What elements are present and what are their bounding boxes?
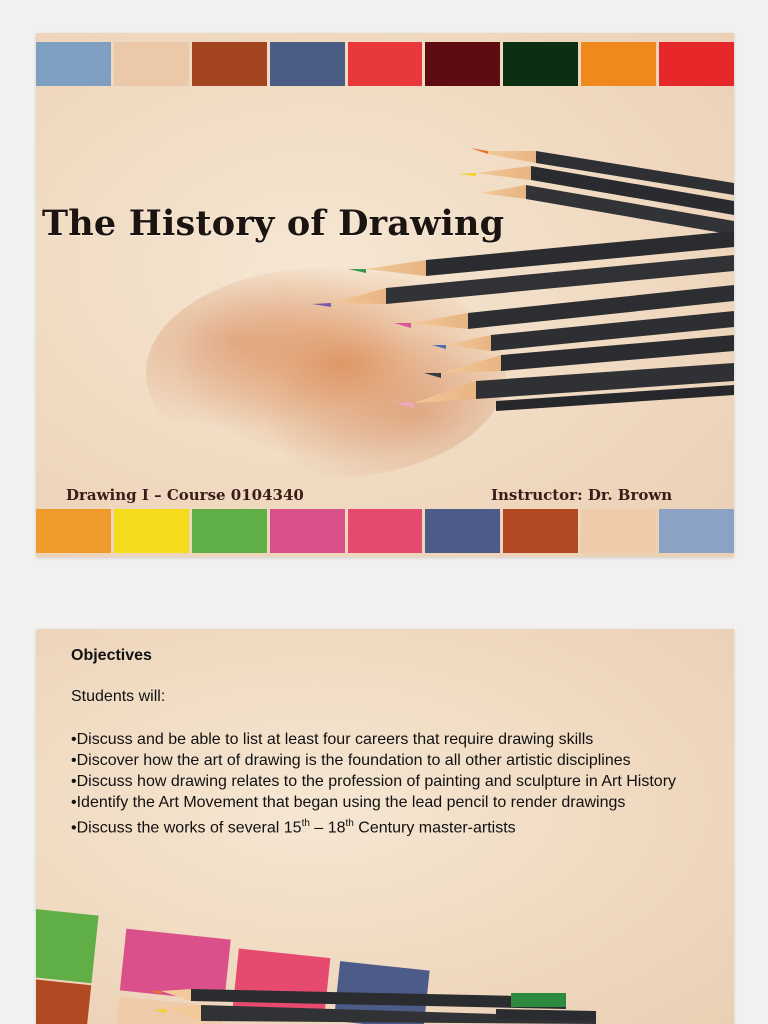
title-slide (36, 33, 734, 557)
objective-item: •Discuss how drawing relates to the profession of painting and sculpture in Art History (71, 773, 677, 790)
colored-pencils-illustration (36, 33, 734, 557)
superscript: th (301, 818, 310, 829)
objectives-heading: Objectives (71, 647, 152, 664)
objective-item: •Discover how the art of drawing is the foundation to all other artistic disciplines (71, 752, 631, 769)
objective-text: – 18 (309, 819, 346, 837)
swatch-brown (36, 978, 91, 1024)
objective-text: Century master-artists (353, 819, 516, 837)
slide-title: The History of Drawing (42, 203, 505, 244)
pencil-group-main (312, 231, 734, 411)
color-swatch (348, 509, 423, 553)
color-swatch (425, 509, 500, 553)
course-label: Drawing I – Course 0104340 (66, 486, 304, 504)
swatches-and-pencils-illustration (36, 629, 734, 1024)
color-swatch (114, 509, 189, 553)
objective-text: •Discuss the works of several 15 (71, 819, 302, 837)
swatch-green (36, 908, 99, 983)
objective-item: •Identify the Art Movement that began using the lead pencil to render drawings (71, 794, 626, 811)
superscript: th (345, 818, 354, 829)
color-swatch (270, 509, 345, 553)
color-swatch (659, 509, 734, 553)
color-swatch (36, 509, 111, 553)
bottom-color-swatches (36, 509, 734, 553)
students-intro: Students will: (71, 688, 166, 705)
objectives-slide (36, 629, 734, 1024)
color-swatch (581, 509, 656, 553)
color-swatch (192, 509, 267, 553)
instructor-label: Instructor: Dr. Brown (491, 486, 673, 504)
color-swatch (503, 509, 578, 553)
objective-item: •Discuss and be able to list at least four careers that require drawing skills (71, 731, 594, 748)
